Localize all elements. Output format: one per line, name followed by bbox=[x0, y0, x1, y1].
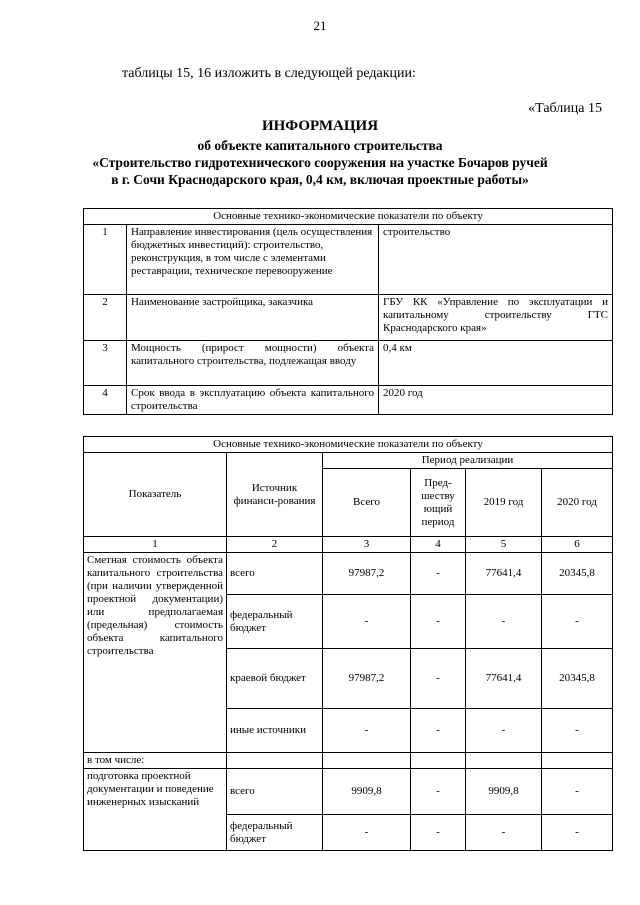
value-2019: 77641,4 bbox=[466, 553, 542, 595]
source-cell: федеральный бюджет bbox=[227, 815, 323, 851]
source-cell: иные источники bbox=[227, 709, 323, 753]
value-previous: - bbox=[411, 815, 466, 851]
col-number: 2 bbox=[227, 537, 323, 553]
row-value: строительство bbox=[379, 225, 613, 295]
column-header-row bbox=[84, 453, 613, 469]
row-value: 2020 год bbox=[379, 386, 613, 415]
table-row bbox=[84, 386, 613, 415]
col-header-total: Всего bbox=[323, 469, 411, 537]
intro-text: таблицы 15, 16 изложить в следующей редакции: bbox=[122, 66, 416, 81]
col-header-previous: Пред-шеству ющий период bbox=[411, 469, 466, 537]
document-subtitle: об объекте капитального строительства bbox=[197, 138, 443, 153]
row-name: Срок ввода в эксплуатацию объекта капитального строительства bbox=[127, 386, 379, 415]
table-row bbox=[84, 769, 613, 815]
project-name-line-1: «Строительство гидротехнического сооружения на участке Бочаров ручей bbox=[92, 155, 548, 170]
value-previous: - bbox=[411, 553, 466, 595]
row-name: Мощность (прирост мощности) объекта капитального строительства, подлежащая вводу bbox=[127, 341, 379, 386]
col-number: 6 bbox=[542, 537, 613, 553]
value-total: - bbox=[323, 709, 411, 753]
empty-cell bbox=[411, 753, 466, 769]
document-title: ИНФОРМАЦИЯ bbox=[261, 118, 379, 134]
empty-cell bbox=[323, 753, 411, 769]
group2-indicator: подготовка проектной документации и поведение инженерных изысканий bbox=[84, 769, 227, 851]
table-row bbox=[84, 295, 613, 341]
value-2020: - bbox=[542, 815, 613, 851]
source-cell: федеральный бюджет bbox=[227, 595, 323, 649]
group1-indicator: Сметная стоимость объекта капитального строительства (при наличии утвержденной проектной документации) или предполагаемая (предельная) стоимость объекта капитального строительства bbox=[84, 553, 227, 753]
col-number: 4 bbox=[411, 537, 466, 553]
including-label: в том числе: bbox=[84, 753, 227, 769]
financing-table bbox=[83, 436, 613, 851]
value-2019: 77641,4 bbox=[466, 649, 542, 709]
col-number: 3 bbox=[323, 537, 411, 553]
info-table-header-row bbox=[84, 209, 613, 225]
financing-table-header-row bbox=[84, 437, 613, 453]
value-previous: - bbox=[411, 649, 466, 709]
info-table bbox=[83, 208, 613, 415]
empty-cell bbox=[227, 753, 323, 769]
value-2020: - bbox=[542, 769, 613, 815]
value-total: - bbox=[323, 815, 411, 851]
value-previous: - bbox=[411, 709, 466, 753]
source-cell: всего bbox=[227, 553, 323, 595]
empty-cell bbox=[466, 753, 542, 769]
table-row bbox=[84, 341, 613, 386]
source-cell: всего bbox=[227, 769, 323, 815]
col-header-2019: 2019 год bbox=[466, 469, 542, 537]
table-row bbox=[84, 553, 613, 595]
value-total: 97987,2 bbox=[323, 649, 411, 709]
row-name: Направление инвестирования (цель осуществления бюджетных инвестиций): строительство, реконструкция, в том числе с элементами реставрации, техническое перевооружение bbox=[127, 225, 379, 295]
value-2019: - bbox=[466, 595, 542, 649]
col-header-source: Источник финанси-рования bbox=[227, 453, 323, 537]
empty-cell bbox=[542, 753, 613, 769]
row-number: 3 bbox=[84, 341, 127, 386]
value-2020: 20345,8 bbox=[542, 553, 613, 595]
col-header-indicator: Показатель bbox=[84, 453, 227, 537]
col-number: 1 bbox=[84, 537, 227, 553]
value-2019: - bbox=[466, 709, 542, 753]
row-number: 1 bbox=[84, 225, 127, 295]
row-value: 0,4 км bbox=[379, 341, 613, 386]
row-name: Наименование застройщика, заказчика bbox=[127, 295, 379, 341]
table-row bbox=[84, 225, 613, 295]
value-previous: - bbox=[411, 595, 466, 649]
row-number: 4 bbox=[84, 386, 127, 415]
value-total: - bbox=[323, 595, 411, 649]
source-cell: краевой бюджет bbox=[227, 649, 323, 709]
value-2019: - bbox=[466, 815, 542, 851]
value-2020: - bbox=[542, 595, 613, 649]
page-number: 21 bbox=[313, 18, 327, 33]
value-total: 9909,8 bbox=[323, 769, 411, 815]
info-table-header: Основные технико-экономические показатели по объекту bbox=[84, 209, 613, 225]
col-number: 5 bbox=[466, 537, 542, 553]
col-header-period: Период реализации bbox=[323, 453, 613, 469]
value-total: 97987,2 bbox=[323, 553, 411, 595]
table-label: «Таблица 15 bbox=[528, 101, 602, 116]
financing-table-header: Основные технико-экономические показатели по объекту bbox=[84, 437, 613, 453]
including-row bbox=[84, 753, 613, 769]
value-2020: 20345,8 bbox=[542, 649, 613, 709]
project-name-line-2: в г. Сочи Краснодарского края, 0,4 км, включая проектные работы» bbox=[111, 172, 529, 187]
column-number-row bbox=[84, 537, 613, 553]
value-2020: - bbox=[542, 709, 613, 753]
value-previous: - bbox=[411, 769, 466, 815]
value-2019: 9909,8 bbox=[466, 769, 542, 815]
row-number: 2 bbox=[84, 295, 127, 341]
col-header-2020: 2020 год bbox=[542, 469, 613, 537]
row-value: ГБУ КК «Управление по эксплуатации и капитальному строительству ГТС Краснодарского края» bbox=[379, 295, 613, 341]
